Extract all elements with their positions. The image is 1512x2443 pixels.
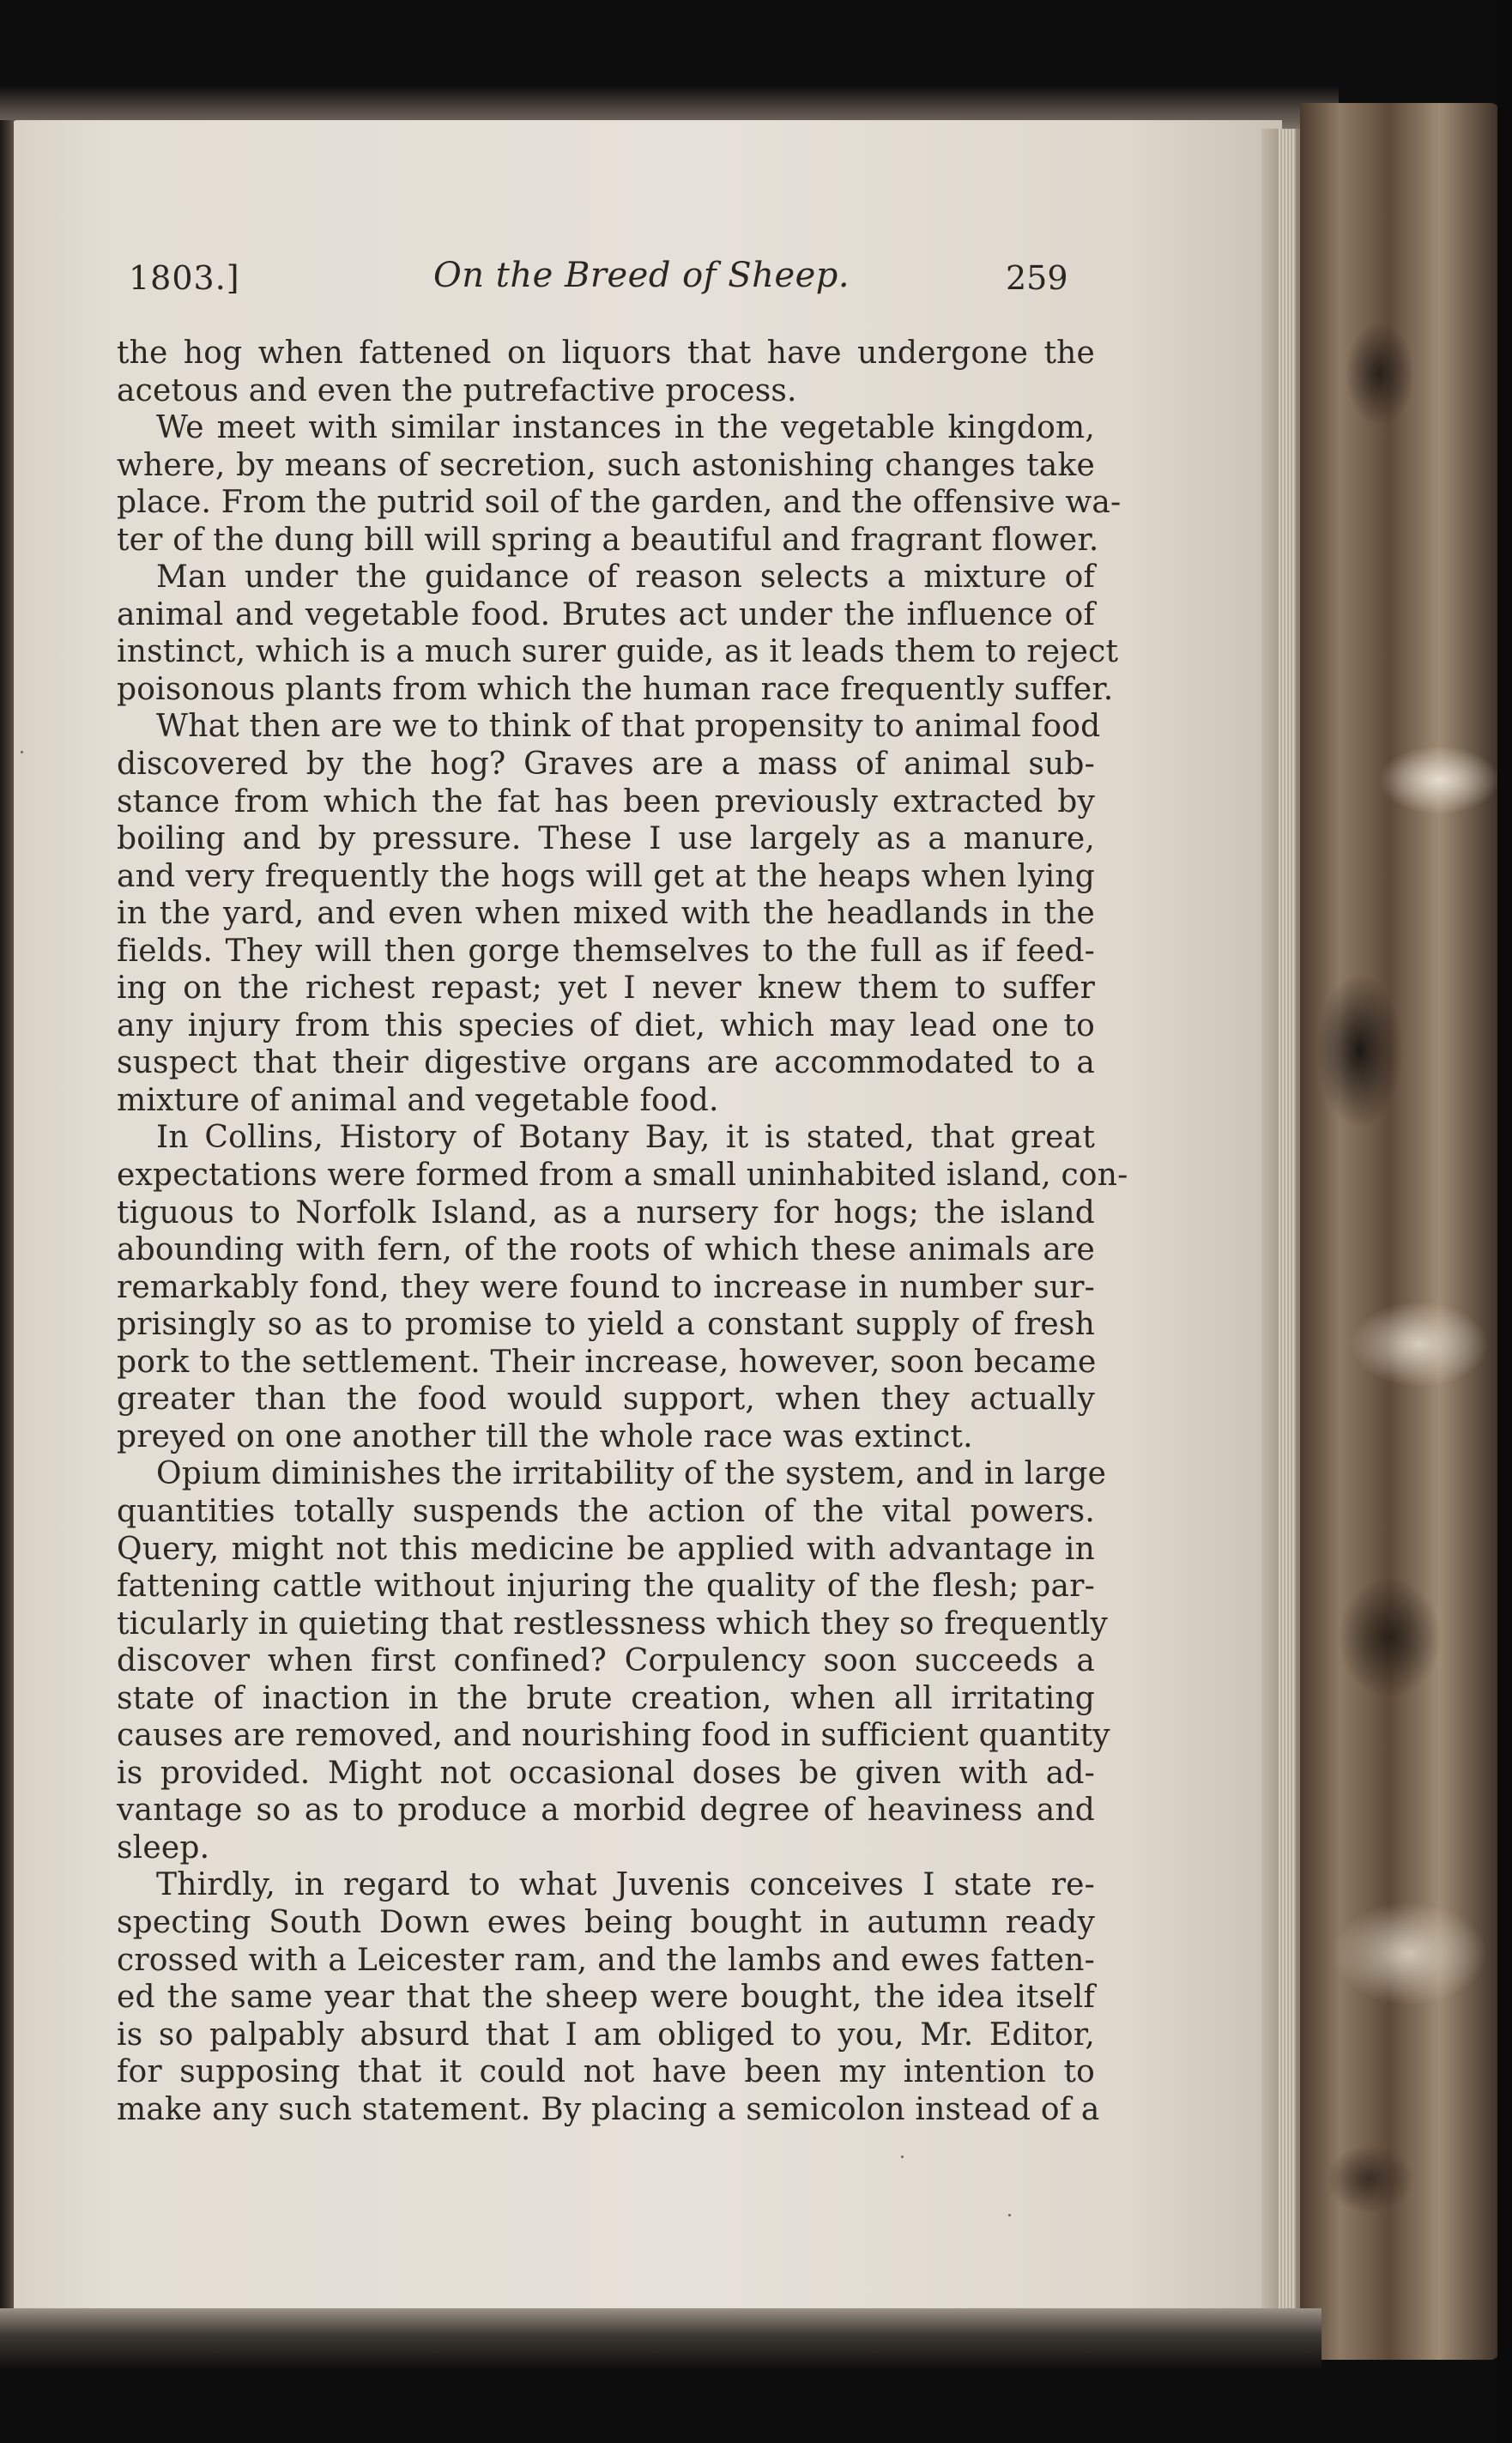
running-head (0, 256, 1512, 311)
text-line: stance from which the fat has been previously extracted by (117, 783, 1095, 819)
text-line: abounding with fern, of the roots of which these animals are (117, 1232, 1095, 1268)
text-line: is so palpably absurd that I am obliged to you, Mr. Editor, (117, 2017, 1095, 2053)
text-line: Query, might not this medicine be applied with advantage in (117, 1531, 1095, 1567)
text-line: ticularly in quieting that restlessness which they so frequently (117, 1605, 1109, 1642)
text-line: instinct, which is a much surer guide, as it leads them to reject (117, 634, 1119, 670)
text-line: crossed with a Leicester ram, and the lambs and ewes fatten- (117, 1942, 1095, 1978)
page-speck (21, 751, 23, 753)
text-line: where, by means of secretion, such astonishing changes take (117, 447, 1095, 483)
text-line: causes are removed, and nourishing food in sufficient quantity (117, 1718, 1110, 1754)
marbled-cover (1300, 103, 1499, 2360)
text-line: discovered by the hog? Graves are a mass of animal sub- (117, 747, 1095, 783)
text-line: We meet with similar instances in the vegetable kingdom, (156, 410, 1095, 446)
text-line: poisonous plants from which the human race frequently suffer. (117, 671, 1114, 707)
text-line: the hog when fattened on liquors that have undergone the (117, 336, 1095, 371)
text-line: for supposing that it could not have been my intention to (117, 2054, 1095, 2090)
text-line: discover when first confined? Corpulency soon succeeds a (117, 1643, 1095, 1679)
header-year: 1803.] (129, 259, 240, 297)
text-line: specting South Down ewes being bought in autumn ready (117, 1904, 1095, 1940)
page-stack-edge (1279, 129, 1296, 2325)
text-line: acetous and even the putrefactive process. (117, 372, 797, 408)
text-line: ed the same year that the sheep were bought, the idea itself (117, 1980, 1095, 2016)
text-line: expectations were formed from a small uninhabited island, con- (117, 1158, 1128, 1194)
text-line: Opium diminishes the irritability of the system, and in large (156, 1456, 1107, 1492)
header-title: On the Breed of Sheep. (433, 256, 850, 295)
text-line: Man under the guidance of reason selects a mixture of (156, 559, 1095, 596)
text-line: is provided. Might not occasional doses be given with ad- (117, 1755, 1095, 1791)
page-bottom-edge (0, 2308, 1321, 2368)
text-line: vantage so as to produce a morbid degree of heaviness and (117, 1793, 1095, 1829)
text-line: animal and vegetable food. Brutes act under the influence of (117, 596, 1095, 632)
page-speck (901, 2156, 904, 2158)
text-line: Thirdly, in regard to what Juvenis conceives I state re- (156, 1867, 1095, 1903)
text-line: greater than the food would support, when they actually (117, 1382, 1095, 1418)
page-left-edge (0, 120, 14, 2368)
text-line: tiguous to Norfolk Island, as a nursery for hogs; the island (117, 1194, 1095, 1231)
text-line: and very frequently the hogs will get at the heaps when lying (117, 858, 1095, 894)
text-line: quantities totally suspends the action of the vital powers. (117, 1493, 1095, 1529)
page-speck (1008, 2214, 1011, 2216)
text-line: pork to the settlement. Their increase, however, soon became (117, 1344, 1097, 1380)
text-line: prisingly so as to promise to yield a constant supply of fresh (117, 1307, 1095, 1343)
background-strip (1497, 0, 1512, 2443)
body-text (117, 335, 1128, 2128)
text-line: suspect that their digestive organs are accommodated to a (117, 1045, 1095, 1081)
text-line: place. From the putrid soil of the garden, and the offensive wa- (117, 485, 1122, 521)
text-line: What then are we to think of that propensity to animal food (156, 709, 1101, 745)
text-line: make any such statement. By placing a semicolon instead of a (117, 2091, 1100, 2127)
text-line: In Collins, History of Botany Bay, it is stated, that great (156, 1120, 1095, 1156)
text-line: preyed on one another till the whole race was extinct. (117, 1418, 973, 1454)
text-line: mixture of animal and vegetable food. (117, 1082, 719, 1118)
text-line: boiling and by pressure. These I use largely as a manure, (117, 821, 1095, 857)
text-line: ing on the richest repast; yet I never knew them to suffer (117, 971, 1095, 1007)
text-line: sleep. (117, 1829, 210, 1866)
text-line: remarkably fond, they were found to increase in number sur- (117, 1269, 1095, 1305)
text-line: state of inaction in the brute creation, when all irritating (117, 1680, 1095, 1716)
text-line: fattening cattle without injuring the quality of the flesh; par- (117, 1569, 1095, 1605)
text-line: fields. They will then gorge themselves to the full as if feed- (117, 933, 1095, 969)
page-number: 259 (1006, 259, 1068, 297)
text-line: in the yard, and even when mixed with the headlands in the (117, 896, 1095, 932)
text-line: any injury from this species of diet, which may lead one to (117, 1007, 1095, 1043)
text-line: ter of the dung bill will spring a beautiful and fragrant flower. (117, 522, 1099, 558)
